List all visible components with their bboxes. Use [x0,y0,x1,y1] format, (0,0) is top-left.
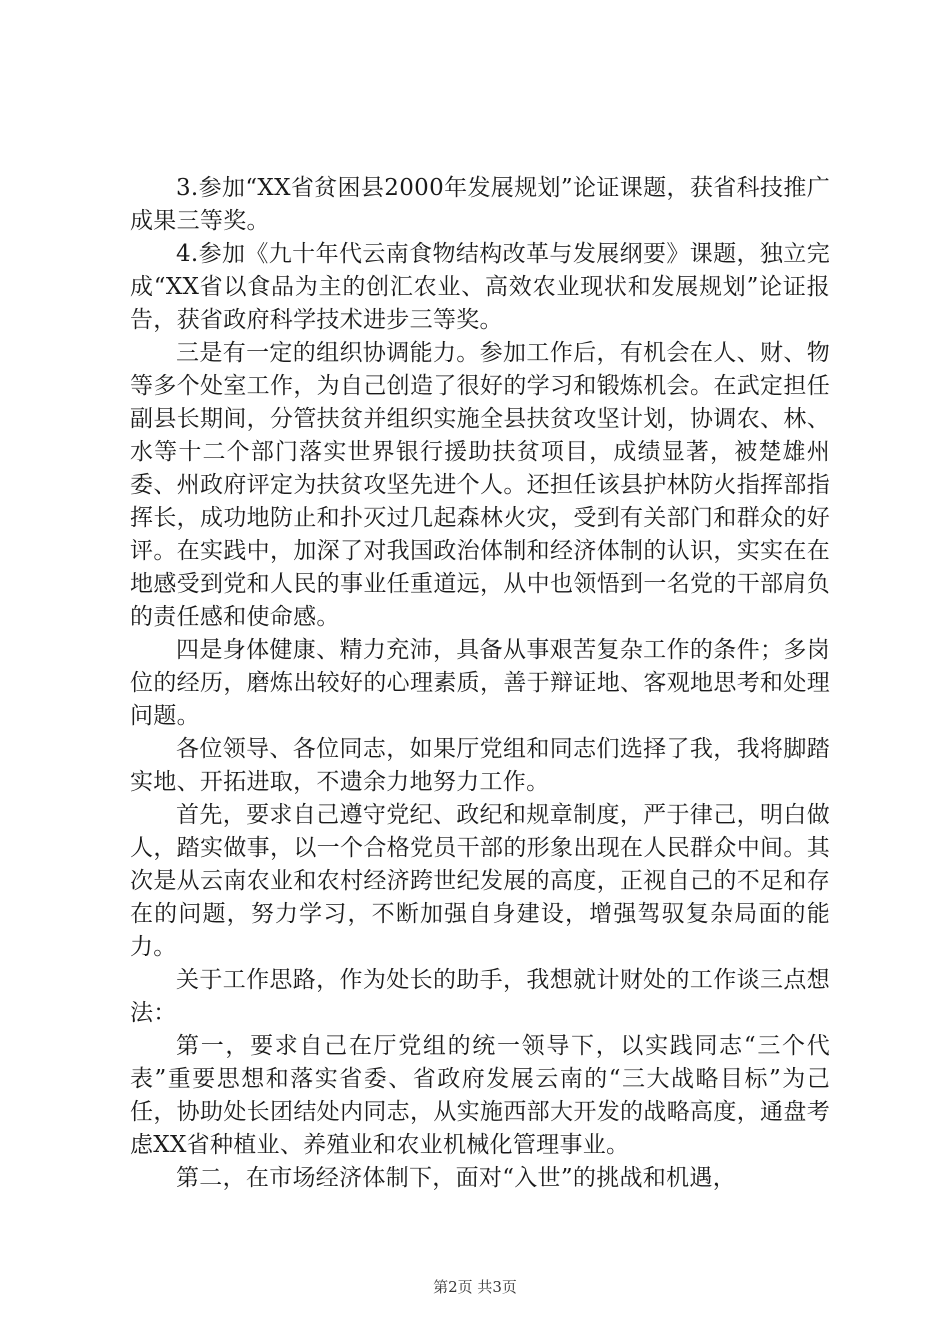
page-number-footer: 第2页 共3页 [433,1278,517,1296]
paragraph-item-4: 4.参加《九十年代云南食物结构改革与发展纲要》课题，独立完成“XX省以食品为主的创汇农业、高效农业现状和发展规划”论证报告，获省政府科学技术进步三等奖。 [130,241,830,333]
paragraph-health: 四是身体健康、精力充沛，具备从事艰苦复杂工作的条件；多岗位的经历，磨炼出较好的心理素质，善于辩证地、客观地思考和处理问题。 [130,637,830,729]
paragraph-organizational-ability: 三是有一定的组织协调能力。参加工作后，有机会在人、财、物等多个处室工作，为自己创造了很好的学习和锻炼机会。在武定担任副县长期间，分管扶贫并组织实施全县扶贫攻坚计划，协调农、林、水等十二个部门落实世界银行援助扶贫项目，成绩显著，被楚雄州委、州政府评定为扶贫攻坚先进个人。还担任该县护林防火指挥部指挥长，成功地防止和扑灭过几起森林火灾，受到有关部门和群众的好评。在实践中，加深了对我国政治体制和经济体制的认识，实实在在地感受到党和人民的事业任重道远，从中也领悟到一名党的干部肩负的责任感和使命感。 [130,340,830,630]
paragraph-work-ideas-intro: 关于工作思路，作为处长的助手，我想就计财处的工作谈三点想法： [130,967,830,1026]
paragraph-second-point: 第二，在市场经济体制下，面对“入世”的挑战和机遇， [176,1165,737,1191]
paragraph-item-3: 3.参加“XX省贫困县2000年发展规划”论证课题，获省科技推广成果三等奖。 [130,175,830,234]
document-body [130,172,830,1195]
paragraph-first-point: 第一，要求自己在厅党组的统一领导下，以实践同志“三个代表”重要思想和落实省委、省政府发展云南的“三大战略目标”为己任，协助处长团结处内同志，从实施西部大开发的战略高度，通盘考虑XX省种植业、养殖业和农业机械化管理事业。 [130,1033,830,1158]
paragraph-self-discipline: 首先，要求自己遵守党纪、政纪和规章制度，严于律己，明白做人，踏实做事，以一个合格党员干部的形象出现在人民群众中间。其次是从云南农业和农村经济跨世纪发展的高度，正视自己的不足和存在的问题，努力学习，不断加强自身建设，增强驾驭复杂局面的能力。 [130,802,830,960]
paragraph-commitment: 各位领导、各位同志，如果厅党组和同志们选择了我，我将脚踏实地、开拓进取，不遗余力地努力工作。 [130,736,830,795]
